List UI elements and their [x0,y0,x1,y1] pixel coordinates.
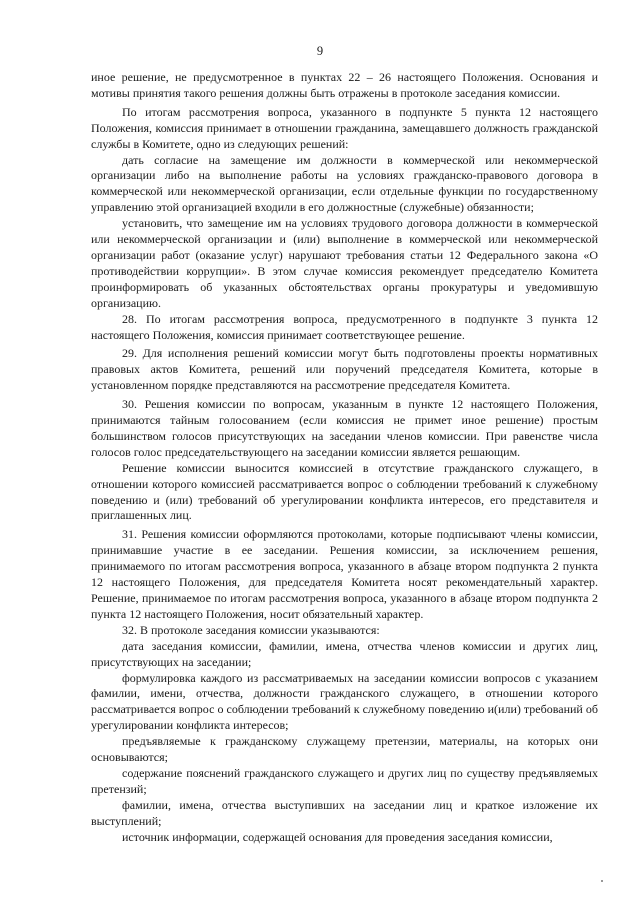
paragraph-30-absence: Решение комиссии выносится комиссией в отсутствие гражданского служащего, в отношении которого комиссией рассматривается вопрос о соблюдении требований к служебному поведению и (или) требований об урегулировании конфликта интересов, его представителя и приглашенных лиц. [91,460,598,523]
paragraph-subpoint-5-decision: По итогам рассмотрения вопроса, указанного в подпункте 5 пункта 12 настоящего Положения, комиссия принимает в отношении гражданина, замещавшего должность гражданской службы в Комитете, одно из следующих решений: [91,104,598,151]
paragraph-28: 28. По итогам рассмотрения вопроса, предусмотренного в подпункте 3 пункта 12 настоящего Положения, комиссия принимает соответствующее решение. [91,311,598,342]
page-number: 9 [316,44,324,58]
paragraph-30: 30. Решения комиссии по вопросам, указанным в пункте 12 настоящего Положения, принимаются тайным голосованием (если комиссия не примет иное решение) простым большинством голосов присутствующих на заседании членов комиссии. При равенстве числа голосов голос председательствующего на заседании комиссии является решающим. [91,397,598,459]
document-body [91,70,598,846]
paragraph-32-claims: предъявляемые к гражданскому служащему претензии, материалы, на которых они основываются; [91,734,598,765]
paragraph-32-source: источник информации, содержащей основания для проведения заседания комиссии, [122,829,553,844]
paragraph-violation: установить, что замещение им на условиях трудового договора должности в коммерческой или некоммерческой организации и (или) выполнение в коммерческой или некоммерческой организации работ (оказание услуг) нарушают требования статьи 12 Федерального закона «О противодействии коррупции». В этом случае комиссия рекомендует председателю Комитета проинформировать об указанных обстоятельствах органы прокуратуры и уведомившую организацию. [91,216,598,310]
paragraph-32-explanations: содержание пояснений гражданского служащего и других лиц по существу предъявляемых претензий; [91,765,598,796]
paragraph-31: 31. Решения комиссии оформляются протоколами, которые подписывают члены комиссии, принимавшие участие в ее заседании. Решения комиссии, за исключением решения, принимаемого по итогам рассмотрения вопроса, указанного в абзаце втором подпункта 2 пункта 12 настоящего Положения, для председателя Комитета носят рекомендательный характер. Решение, принимаемое по итогам рассмотрения вопроса, указанного в абзаце втором подпункта 2 пункта 12 настоящего Положения, носит обязательный характер. [91,527,598,621]
paragraph-32-wording: формулировка каждого из рассматриваемых на заседании комиссии вопросов с указанием фамилии, имени, отчества, должности гражданского служащего, в отношении которого рассматривается вопрос о соблюдении требований к служебному поведению и(или) требований об урегулировании конфликта интересов; [91,670,598,733]
paragraph-32: 32. В протоколе заседания комиссии указываются: [122,622,380,637]
paragraph-29: 29. Для исполнения решений комиссии могут быть подготовлены проекты нормативных правовых актов Комитета, решений или поручений председателя Комитета, которые в установленном порядке представляются на рассмотрение председателя Комитета. [91,346,598,393]
paragraph-continuation: иное решение, не предусмотренное в пунктах 22 – 26 настоящего Положения. Основания и мотивы принятия такого решения должны быть отражены в протоколе заседания комиссии. [91,70,598,100]
paragraph-32-date: дата заседания комиссии, фамилии, имена, отчества членов комиссии и других лиц, присутствующих на заседании; [91,638,598,669]
paragraph-32-speakers: фамилии, имена, отчества выступивших на заседании лиц и краткое изложение их выступлений; [91,797,598,828]
scan-speck [601,880,603,882]
paragraph-consent: дать согласие на замещение им должности в коммерческой или некоммерческой организации либо на выполнение работы на условиях гражданско-правового договора в коммерческой или некоммерческой организации, если отдельные функции по государственному управлению этой организацией входили в его должностные (служебные) обязанности; [91,152,598,215]
